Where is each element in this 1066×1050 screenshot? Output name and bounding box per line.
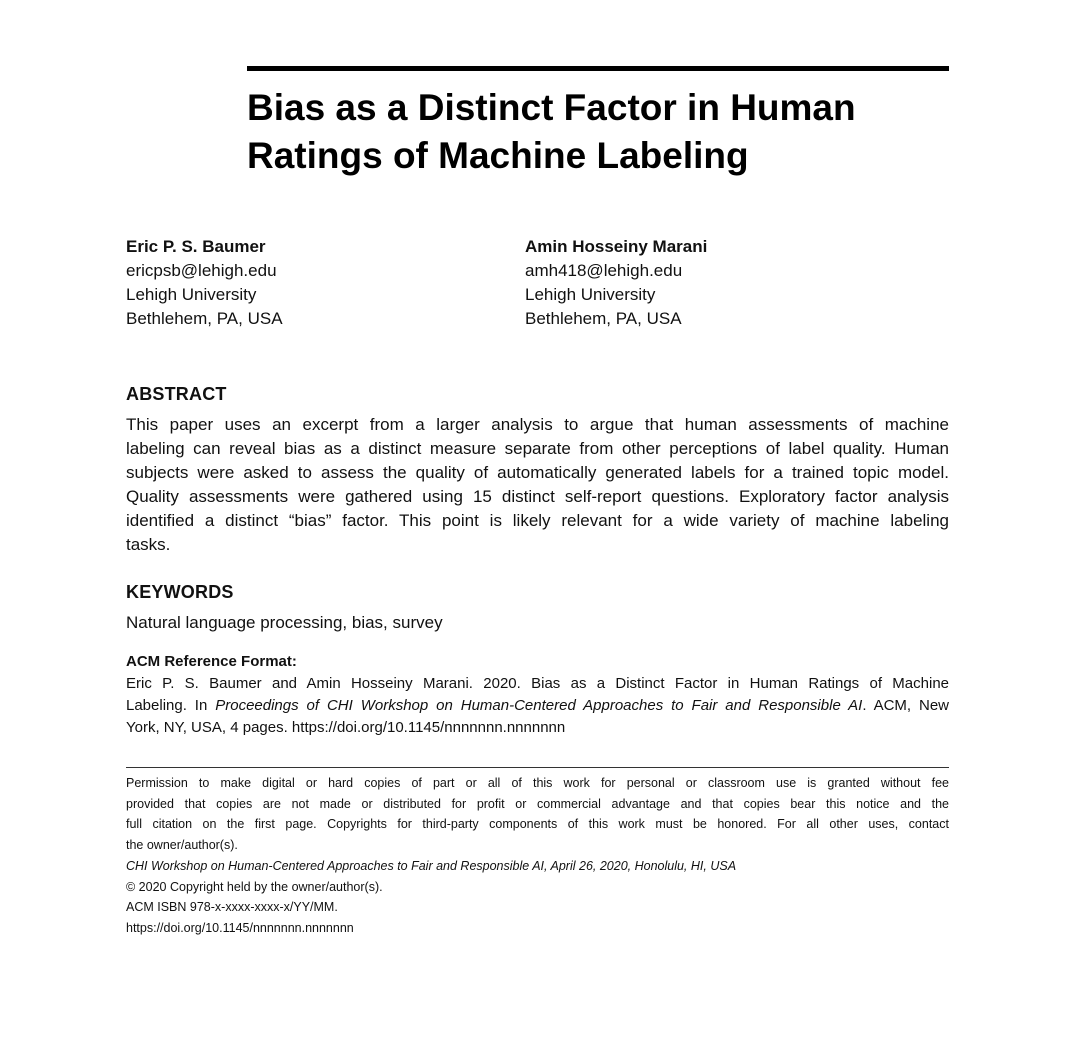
title-rule <box>247 66 949 71</box>
abstract-line: subjects were asked to assess the quality of automatically generated labels for a trained topic model. <box>126 463 949 482</box>
acm-reference-proceedings: Proceedings of CHI Workshop on Human-Centered Approaches to Fair and Responsible AI <box>215 697 863 714</box>
author-name: Amin Hosseiny Marani <box>525 237 708 256</box>
abstract-line: labeling can reveal bias as a distinct measure separate from other perceptions of label quality. Human <box>126 439 949 458</box>
keywords-text: Natural language processing, bias, survey <box>126 613 443 632</box>
copyright-line: © 2020 Copyright held by the owner/author(s). <box>126 879 383 894</box>
permission-line: Permission to make digital or hard copies of part or all of this work for personal or classroom use is granted without fee <box>126 776 949 790</box>
footer-rule <box>126 767 949 768</box>
acm-reference-line: Eric P. S. Baumer and Amin Hosseiny Marani. 2020. Bias as a Distinct Factor in Human Ratings of Machine <box>126 675 949 692</box>
abstract-text <box>126 413 949 557</box>
acm-reference-line <box>126 695 949 717</box>
acm-reference-text <box>126 673 949 739</box>
author-affiliation: Lehigh University <box>126 285 257 304</box>
author-name: Eric P. S. Baumer <box>126 237 266 256</box>
permission-line: the owner/author(s). <box>126 837 238 852</box>
paper-title-line-1: Bias as a Distinct Factor in Human <box>247 87 856 128</box>
keywords-heading: KEYWORDS <box>126 582 234 602</box>
author-location: Bethlehem, PA, USA <box>525 309 682 328</box>
acm-reference-prefix: Labeling. In <box>126 697 216 714</box>
abstract-line: identified a distinct “bias” factor. This point is likely relevant for a wide variety of machine labeling <box>126 511 949 530</box>
author-affiliation: Lehigh University <box>525 285 656 304</box>
author-email: amh418@lehigh.edu <box>525 261 683 280</box>
venue-line: CHI Workshop on Human-Centered Approaches to Fair and Responsible AI, April 26, 2020, Honolulu, HI, USA <box>126 859 737 873</box>
paper-title <box>247 84 967 180</box>
permission-line: provided that copies are not made or distributed for profit or commercial advantage and that copies bear this notice and the <box>126 796 949 811</box>
abstract-heading: ABSTRACT <box>126 384 227 404</box>
doi-link[interactable]: https://doi.org/10.1145/nnnnnnn.nnnnnnn <box>126 920 354 935</box>
acm-reference-heading: ACM Reference Format: <box>126 653 297 670</box>
abstract-line: Quality assessments were gathered using 15 distinct self-report questions. Exploratory factor analysis <box>126 487 949 506</box>
permission-line: full citation on the first page. Copyrights for third-party components of this work must be honored. For all other uses, contact <box>126 817 949 831</box>
acm-reference-line: York, NY, USA, 4 pages. https://doi.org/10.1145/nnnnnnn.nnnnnnn <box>126 719 566 736</box>
author-location: Bethlehem, PA, USA <box>126 309 283 328</box>
permission-notice <box>126 773 949 855</box>
isbn-line: ACM ISBN 978-x-xxxx-xxxx-x/YY/MM. <box>126 900 338 914</box>
author-block-1 <box>126 235 283 331</box>
author-email: ericpsb@lehigh.edu <box>126 261 277 280</box>
abstract-line: This paper uses an excerpt from a larger analysis to argue that human assessments of machine <box>126 415 949 434</box>
publication-metadata <box>126 856 736 938</box>
author-block-2 <box>525 235 707 331</box>
acm-reference-suffix: . ACM, New <box>862 697 950 714</box>
paper-title-line-2: Ratings of Machine Labeling <box>247 135 749 176</box>
abstract-line: tasks. <box>126 535 171 554</box>
